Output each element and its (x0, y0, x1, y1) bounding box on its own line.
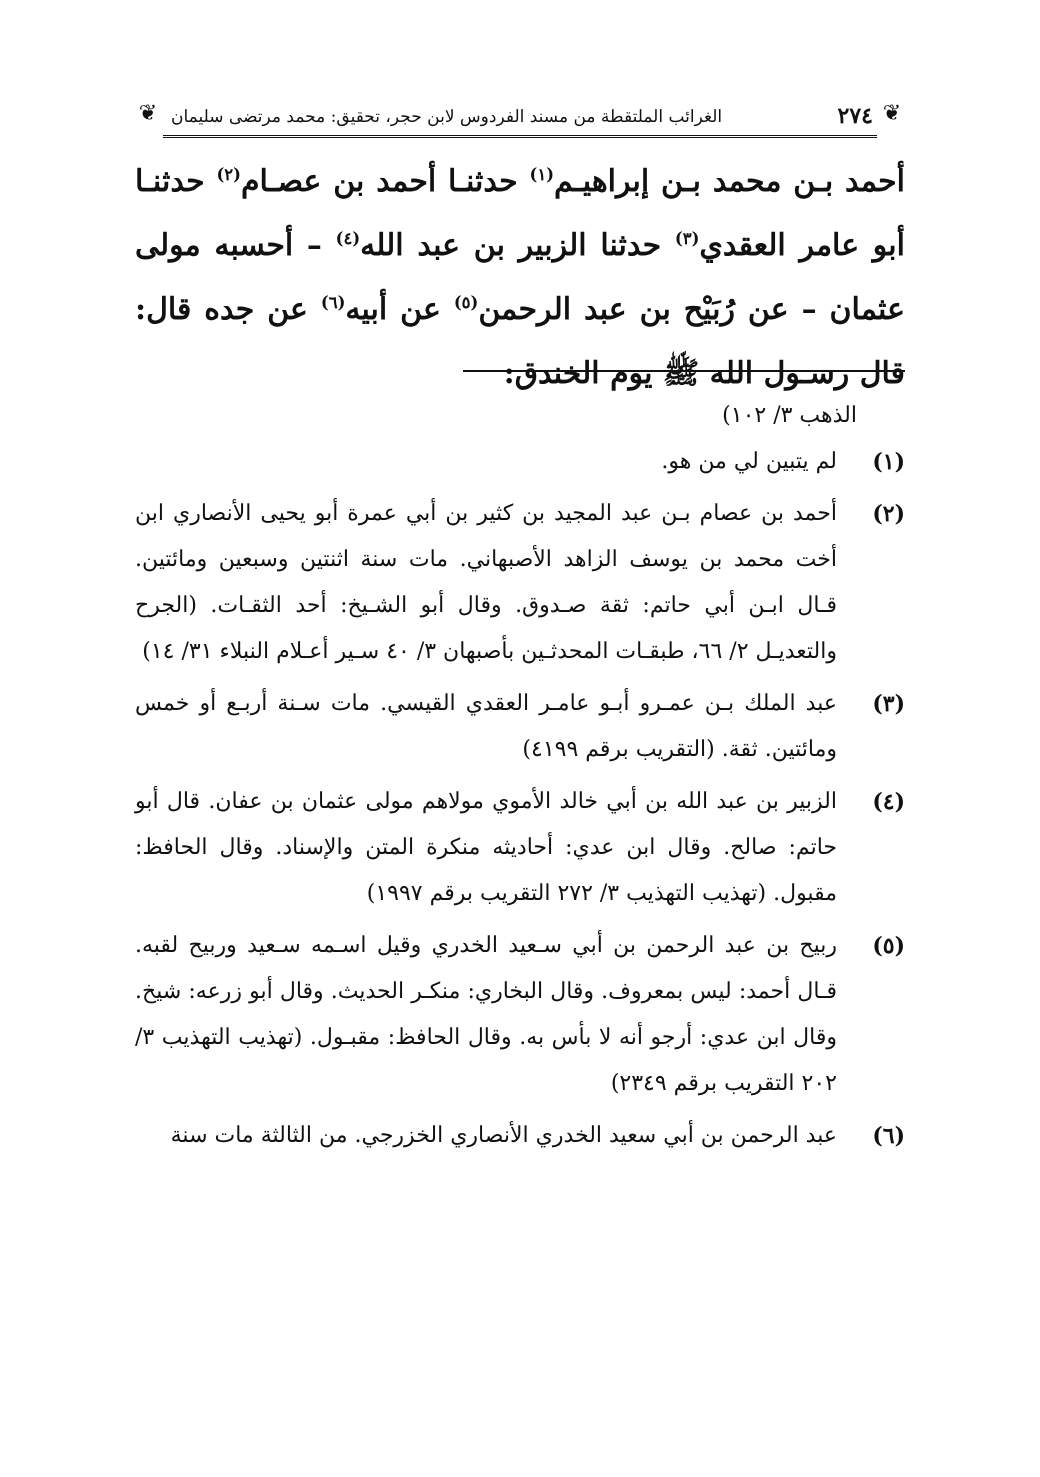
footnote-ref[interactable]: (١) (529, 165, 555, 184)
main-segment: حدثنـا أبو عامر العقدي (135, 164, 905, 263)
footnotes (135, 393, 905, 1165)
footnote-1 (135, 439, 905, 485)
footnote-number: (٢) (872, 501, 905, 527)
main-segment: عن جده قال: قال رسـول الله ﷺ يوم الخندق: (135, 292, 905, 391)
footnote-text: ربيح بن عبد الرحمن بن أبي سـعيد الخدري وقيل اسـمه سـعيد وربيح لقبه. قـال أحمد: ليس بمعروف. وقال البخاري: منكـر الحديث. وقال أبو زرعه: شيخ. وقال ابن عدي: أرجو أنه لا بأس به. وقال الحافظ: مقبـول. (تهذيب التهذيب ٣/ ٢٠٢ التقريب برقم ٢٣٤٩) (135, 933, 837, 1096)
footnote-separator (463, 370, 905, 372)
main-segment: حدثنا الزبير بن عبد الله (360, 228, 675, 263)
footnote-ref[interactable]: (٤) (335, 229, 361, 248)
footnote-carry-over: الذهب ٣/ ١٠٢) (722, 403, 857, 428)
footnote-number: (٦) (872, 1123, 905, 1149)
footnote-ref[interactable]: (٣) (674, 229, 700, 248)
main-segment: أحمد بـن محمد بـن إبراهيـم (554, 164, 905, 199)
footnote-text: عبد الملك بـن عمـرو أبـو عامـر العقدي القيسي. مات سـنة أربـع أو خمس ومائتين. ثقة. (التقريب برقم ٤١٩٩) (135, 691, 837, 762)
footnote-text: أحمد بن عصام بـن عبد المجيد بن كثير بن أبي عمرة أبو يحيى الأنصاري ابن أخت محمد بن يوسف الزاهد الأصبهاني. مات سنة اثنتين وسبعين ومائتين. قـال ابـن أبي حاتم: ثقة صـدوق. وقال أبو الشـيخ: أحد الثقـات. (الجرح والتعديـل ٢/ ٦٦، طبقـات المحدثـين بأصبهان ٣/ ٤٠ سـير أعـلام النبلاء ٣١/ ١٤) (135, 501, 837, 664)
main-text (135, 150, 905, 406)
main-segment: – أحسبه مولى عثمان – عن رُبَيْح بن عبد الرحمن (135, 228, 905, 327)
main-paragraph (135, 150, 905, 406)
header-rule (163, 135, 877, 138)
footnote-number: (٥) (872, 933, 905, 959)
footnote-text: الزبير بن عبد الله بن أبي خالد الأموي مولاهم مولى عثمان بن عفان. قال أبو حاتم: صالح. وقال ابن عدي: أحاديثه منكرة المتن والإسناد. وقال الحافظ: مقبول. (تهذيب التهذيب ٣/ ٢٧٢ التقريب برقم ١٩٩٧) (135, 789, 837, 906)
footnote-text: عبد الرحمن بن أبي سعيد الخدري الأنصاري الخزرجي. من الثالثة مات سنة (170, 1123, 837, 1148)
ornament-right-icon: ❦ (882, 101, 902, 126)
footnote-2 (135, 491, 905, 675)
footnote-ref[interactable]: (٦) (320, 293, 346, 312)
footnote-ref[interactable]: (٢) (216, 165, 241, 184)
footnote-number: (٤) (872, 789, 905, 815)
footnote-number: (٣) (872, 691, 905, 717)
footnote-ref[interactable]: (٥) (453, 293, 479, 312)
footnote-3 (135, 681, 905, 773)
footnote-number: (١) (872, 449, 905, 475)
main-segment: حدثنـا أحمد بن عصـام (240, 164, 530, 199)
page-number: ٢٧٤ (837, 103, 873, 129)
page-header (135, 100, 905, 140)
running-title: الغرائب الملتقطة من مسند الفردوس لابن حجر، تحقيق: محمد مرتضى سليمان (171, 107, 723, 127)
ornament-left-icon: ❦ (138, 101, 158, 126)
footnote-4 (135, 779, 905, 917)
footnote-text: لم يتبين لي من هو. (661, 449, 837, 474)
main-segment: عن أبيه (345, 292, 454, 327)
footnote-5 (135, 923, 905, 1107)
footnote-6 (135, 1113, 905, 1159)
